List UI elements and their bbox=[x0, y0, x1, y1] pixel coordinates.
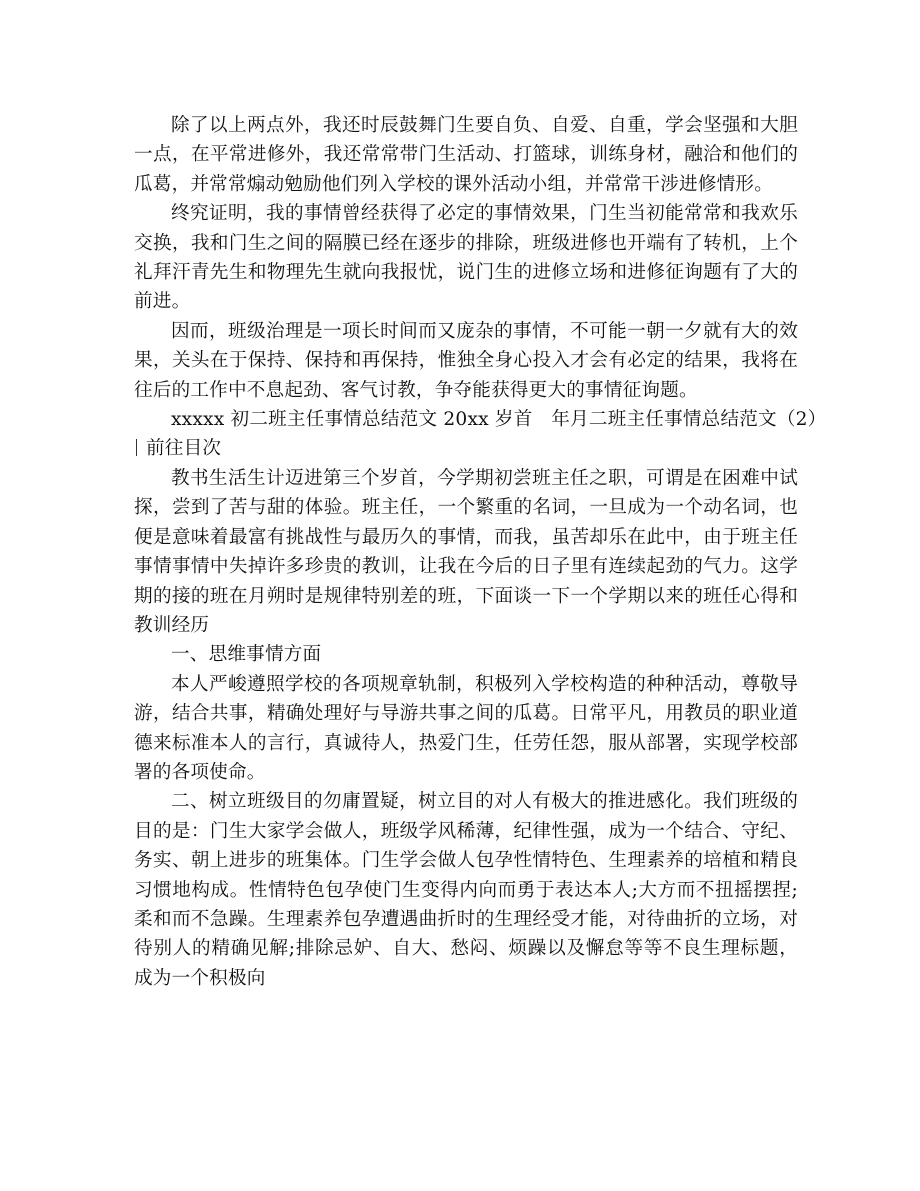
paragraph-intro: 教书生活生计迈进第三个岁首，今学期初尝班主任之职，可谓是在困难中试探，尝到了苦与甜的体验。班主任，一个繁重的名词，一旦成为一个动名词，也便是意味着最富有挑战性与最历久的事情，而我，虽苦却乐在此中，由于班主任事情事情中失掉许多珍贵的教训，让我在今后的日子里有连续起劲的气力。这学期的接的班在月朔时是规律特别差的班，下面谈一下一个学期以来的班任心得和教训经历 bbox=[134, 467, 798, 636]
back-to-toc-line[interactable] bbox=[134, 434, 798, 463]
paragraph-results: 终究证明，我的事情曾经获得了必定的事情效果，门生当初能常常和我欢乐交换，我和门生之间的隔膜已经在逐步的排除，班级进修也开端有了转机，上个礼拜汗青先生和物理先生就向我报忧，说门生的进修立场和进修征询题有了大的前进。 bbox=[134, 203, 798, 313]
document-page bbox=[134, 111, 827, 993]
paragraph-conclusion: 因而，班级治理是一项长时间而又庞杂的事情，不可能一朝一夕就有大的效果，关头在于保持、保持和再保持，惟独全身心投入才会有必定的结果，我将在往后的工作中不息起劲、客气讨教，争夺能获得更大的事情征询题。 bbox=[134, 320, 798, 401]
section-heading-thought: 一、思维事情方面 bbox=[171, 644, 322, 666]
paragraph-rules: 本人严峻遵照学校的各项规章轨制，积极列入学校构造的种种活动，尊敬导游，结合共事，精确处理好与导游共事之间的瓜葛。日常平凡，用教员的职业道德来标准本人的言行，真诚待人，热爱门生，任劳任怨，服从部署，实现学校部署的各项使命。 bbox=[134, 673, 798, 783]
paragraph-encouragement: 除了以上两点外，我还时辰鼓舞门生要自负、自爱、自重，学会坚强和大胆一点，在平常进修外，我还常常带门生活动、打篮球，训练身材，融洽和他们的瓜葛，并常常煽动勉励他们列入学校的课外活动小组，并常常干涉进修情形。 bbox=[134, 115, 798, 195]
divider-bar-icon bbox=[136, 439, 137, 456]
article-title: xxxxx 初二班主任事情总结范文 20xx 岁首 年月二班主任事情总结范文（2） bbox=[171, 409, 827, 431]
back-to-toc-link[interactable]: 前往目次 bbox=[146, 438, 222, 460]
paragraph-goals: 二、树立班级目的勿庸置疑，树立目的对人有极大的推进感化。我们班级的目的是：门生大家学会做人，班级学风稀薄，纪律性强，成为一个结合、守纪、务实、朝上进步的班集体。门生学会做人包孕性情特色、生理素养的培植和精良习惯地构成。性情特色包孕使门生变得内向而勇于表达本人;大方而不扭摇摆捏;柔和而不急躁。生理素养包孕遭遇曲折时的生理经受才能，对待曲折的立场，对待别人的精确见解;排除忌妒、自大、愁闷、烦躁以及懈怠等等不良生理标题，成为一个积极向 bbox=[134, 791, 798, 989]
